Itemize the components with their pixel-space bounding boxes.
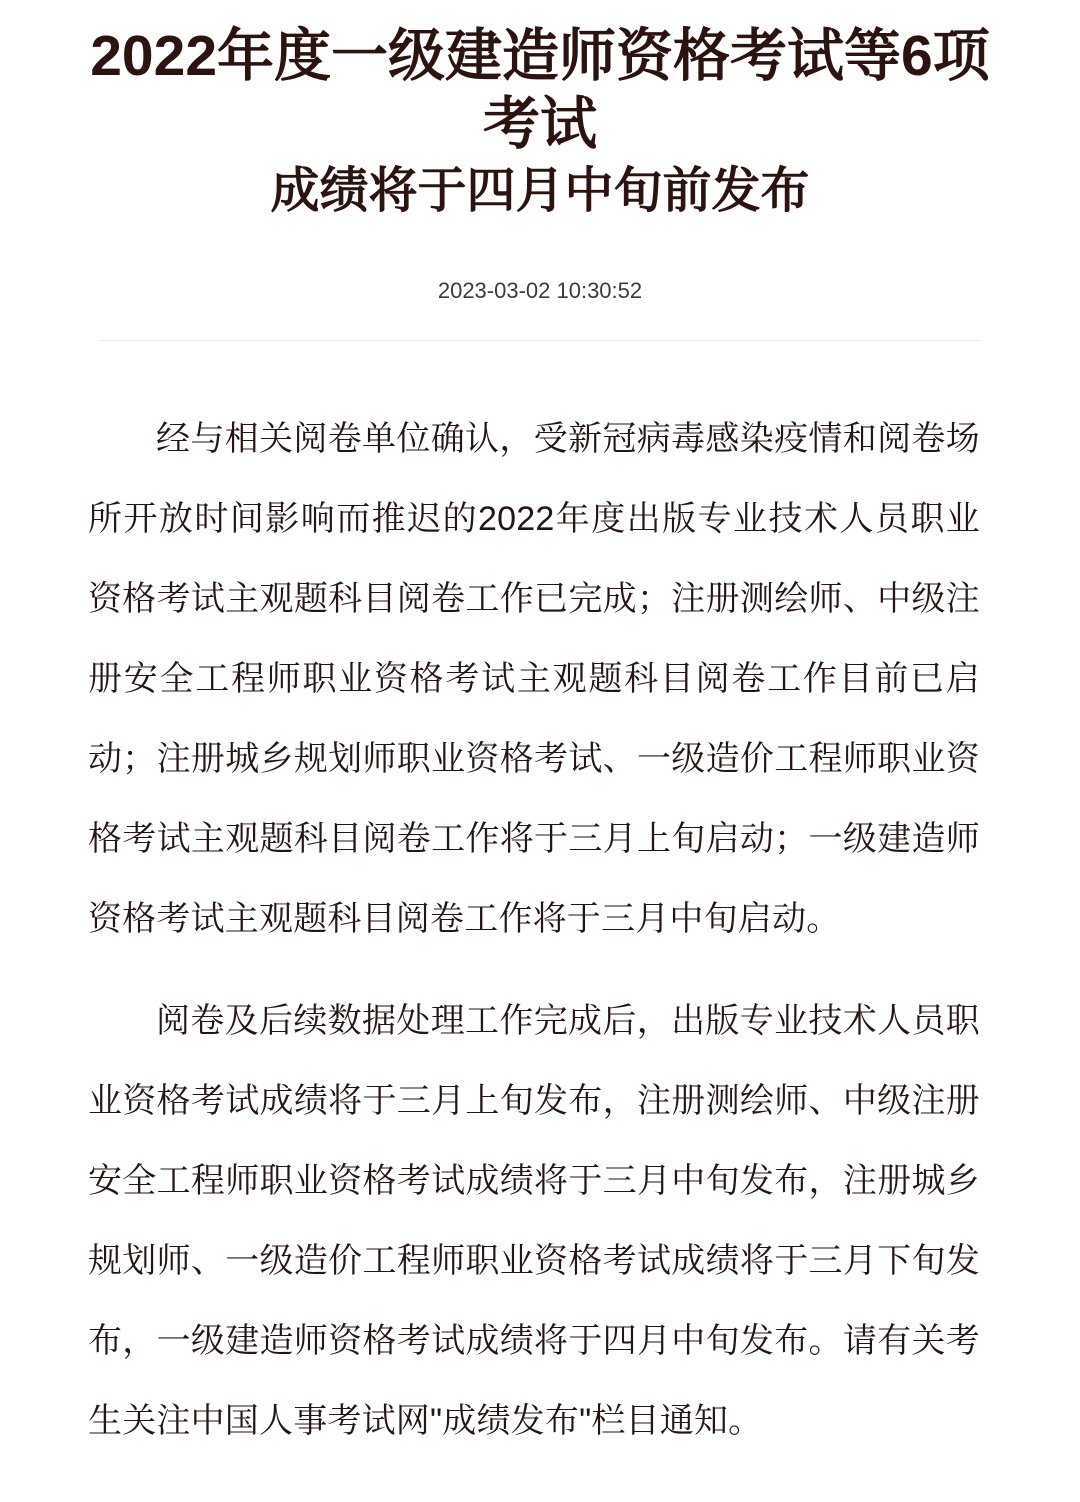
page-title-sub-line: 成绩将于四月中旬前发布 xyxy=(270,164,810,218)
article-paragraph: 经与相关阅卷单位确认，受新冠病毒感染疫情和阅卷场所开放时间影响而推迟的2022年度出版专业技术人员职业资格考试主观题科目阅卷工作已完成；注册测绘师、中级注册安全工程师职业资格考试主观题科目阅卷工作目前已启动；注册城乡规划师职业资格考试、一级造价工程师职业资格考试主观题科目阅卷工作将于三月上旬启动；一级建造师资格考试主观题科目阅卷工作将于三月中旬启动。 xyxy=(88,420,980,938)
publish-timestamp: 2023-03-02 10:30:52 xyxy=(437,278,643,303)
page-title xyxy=(62,22,1018,222)
article-header xyxy=(0,0,1080,341)
article-paragraph: 阅卷及后续数据处理工作完成后，出版专业技术人员职业资格考试成绩将于三月上旬发布，注册测绘师、中级注册安全工程师职业资格考试成绩将于三月中旬发布，注册城乡规划师、一级造价工程师职业资格考试成绩将于三月下旬发布，一级建造师资格考试成绩将于四月中旬发布。请有关考生关注中国人事考试网"成绩发布"栏目通知。 xyxy=(88,1002,980,1440)
page-title-main-line: 2022年度一级建造师资格考试等6项考试 xyxy=(90,24,990,156)
article-body xyxy=(0,341,1080,1461)
